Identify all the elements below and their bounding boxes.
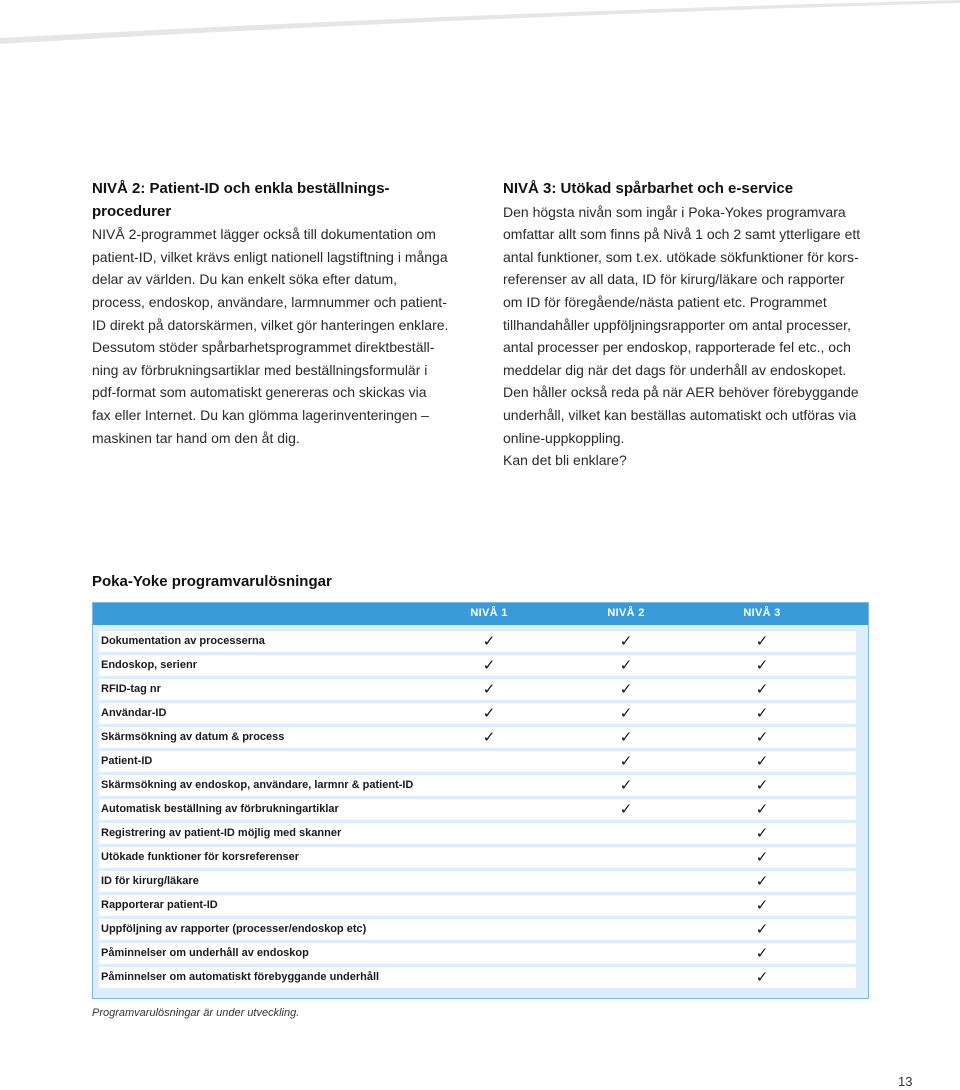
check-icon: ✓ — [755, 896, 769, 914]
table-header — [93, 603, 868, 625]
feature-label: Utökade funktioner för korsreferenser — [101, 851, 300, 863]
page-number: 13 — [898, 1074, 913, 1089]
table-row — [99, 775, 856, 796]
body-line: antal processer per endoskop, rapporterade fel etc., och — [503, 339, 851, 356]
body-line: delar av världen. Du kan enkelt söka efter datum, — [92, 271, 398, 288]
check-icon: ✓ — [755, 824, 769, 842]
check-icon: ✓ — [755, 728, 769, 746]
body-line: om ID för föregående/nästa patient etc. Programmet — [503, 293, 827, 310]
table-row — [99, 751, 856, 772]
check-icon: ✓ — [755, 848, 769, 866]
check-icon: ✓ — [619, 632, 633, 650]
check-icon: ✓ — [482, 680, 496, 698]
table-row — [99, 655, 856, 676]
level-3-body — [503, 201, 883, 472]
check-icon: ✓ — [482, 728, 496, 746]
table-row — [99, 679, 856, 700]
check-icon: ✓ — [619, 656, 633, 674]
feature-label: Uppföljning av rapporter (processer/endoskop etc) — [101, 923, 367, 935]
body-line: Den högsta nivån som ingår i Poka-Yokes programvara — [503, 203, 846, 220]
body-line: omfattar allt som finns på Nivå 1 och 2 samt ytterligare ett — [503, 226, 861, 243]
feature-label: Rapporterar patient-ID — [101, 899, 218, 911]
page-edge-shading — [0, 0, 960, 60]
table-row — [99, 847, 856, 868]
table-row — [99, 919, 856, 940]
table-row — [99, 895, 856, 916]
table-row — [99, 871, 856, 892]
check-icon: ✓ — [755, 944, 769, 962]
check-icon: ✓ — [619, 704, 633, 722]
feature-label: Skärmsökning av endoskop, användare, larmnr & patient-ID — [101, 779, 414, 791]
body-line: underhåll, vilket kan beställas automatiskt och utföras via — [503, 406, 857, 423]
check-icon: ✓ — [619, 800, 633, 818]
feature-label: Användar-ID — [101, 707, 167, 719]
header-level-3: NIVÅ 3 — [743, 607, 781, 619]
table-row — [99, 967, 856, 988]
table-row — [99, 631, 856, 652]
level-3-title: NIVÅ 3: Utökad spårbarhet och e-service — [503, 180, 794, 197]
check-icon: ✓ — [482, 632, 496, 650]
body-line: meddelar dig när det dags för underhåll av endoskopet. — [503, 361, 847, 378]
body-line: Den håller också reda på när AER behöver förebyggande — [503, 384, 859, 401]
table-row — [99, 943, 856, 964]
level-3-section — [503, 178, 883, 472]
check-icon: ✓ — [619, 776, 633, 794]
check-icon: ✓ — [755, 776, 769, 794]
feature-label: Påminnelser om underhåll av endoskop — [101, 947, 309, 959]
level-2-title-line: procedurer — [92, 202, 172, 220]
feature-label: Påminnelser om automatiskt förebyggande underhåll — [101, 971, 380, 983]
check-icon: ✓ — [755, 872, 769, 890]
body-line: patient-ID, vilket krävs enligt nationell lagstiftning i många — [92, 248, 448, 265]
body-line: process, endoskop, användare, larmnummer och patient- — [92, 293, 447, 310]
level-2-section — [92, 178, 462, 449]
feature-label: Patient-ID — [101, 755, 153, 767]
table-row — [99, 703, 856, 724]
check-icon: ✓ — [755, 680, 769, 698]
feature-label: RFID-tag nr — [101, 683, 161, 695]
check-icon: ✓ — [482, 704, 496, 722]
body-line: pdf-format som automatiskt genereras och skickas via — [92, 384, 427, 401]
table-row — [99, 823, 856, 844]
feature-label: Registrering av patient-ID möjlig med skanner — [101, 827, 342, 839]
check-icon: ✓ — [755, 704, 769, 722]
footnote: Programvarulösningar är under utveckling. — [92, 1007, 300, 1019]
feature-label: Automatisk beställning av förbrukningartiklar — [101, 803, 339, 815]
body-line: maskinen tar hand om den åt dig. — [92, 429, 300, 446]
body-line: fax eller Internet. Du kan glömma lagerinventeringen – — [92, 406, 429, 423]
check-icon: ✓ — [755, 632, 769, 650]
body-line: Dessutom stöder spårbarhetsprogrammet direktbeställ- — [92, 339, 435, 356]
check-icon: ✓ — [755, 800, 769, 818]
check-icon: ✓ — [619, 680, 633, 698]
check-icon: ✓ — [755, 968, 769, 986]
feature-table — [92, 602, 869, 999]
check-icon: ✓ — [755, 656, 769, 674]
feature-label: Endoskop, serienr — [101, 659, 197, 671]
check-icon: ✓ — [755, 752, 769, 770]
table-title: Poka-Yoke programvarulösningar — [92, 573, 332, 590]
table-body — [93, 631, 868, 991]
feature-label: Skärmsökning av datum & process — [101, 731, 285, 743]
feature-label: Dokumentation av processerna — [101, 635, 265, 647]
header-level-2: NIVÅ 2 — [607, 607, 645, 619]
body-line: tillhandahåller uppföljningsrapporter om antal processer, — [503, 316, 851, 333]
table-row — [99, 727, 856, 748]
body-line: NIVÅ 2-programmet lägger också till dokumentation om — [92, 226, 436, 243]
body-line: Kan det bli enklare? — [503, 452, 627, 469]
check-icon: ✓ — [619, 752, 633, 770]
header-level-1: NIVÅ 1 — [470, 607, 508, 619]
level-2-title-line: NIVÅ 2: Patient-ID och enkla beställnings- — [92, 180, 390, 197]
table-row — [99, 799, 856, 820]
body-line: antal funktioner, som t.ex. utökade sökfunktioner för kors- — [503, 248, 859, 265]
body-line: online-uppkoppling. — [503, 429, 625, 446]
feature-label: ID för kirurg/läkare — [101, 875, 199, 887]
body-line: ID direkt på datorskärmen, vilket gör hanteringen enklare. — [92, 316, 449, 333]
check-icon: ✓ — [482, 656, 496, 674]
level-2-body — [92, 223, 462, 449]
check-icon: ✓ — [755, 920, 769, 938]
body-line: referenser av all data, ID för kirurg/läkare och rapporter — [503, 271, 845, 288]
level-2-title — [92, 178, 462, 223]
check-icon: ✓ — [619, 728, 633, 746]
body-line: ning av förbrukningsartiklar med beställningsformulär i — [92, 361, 428, 378]
